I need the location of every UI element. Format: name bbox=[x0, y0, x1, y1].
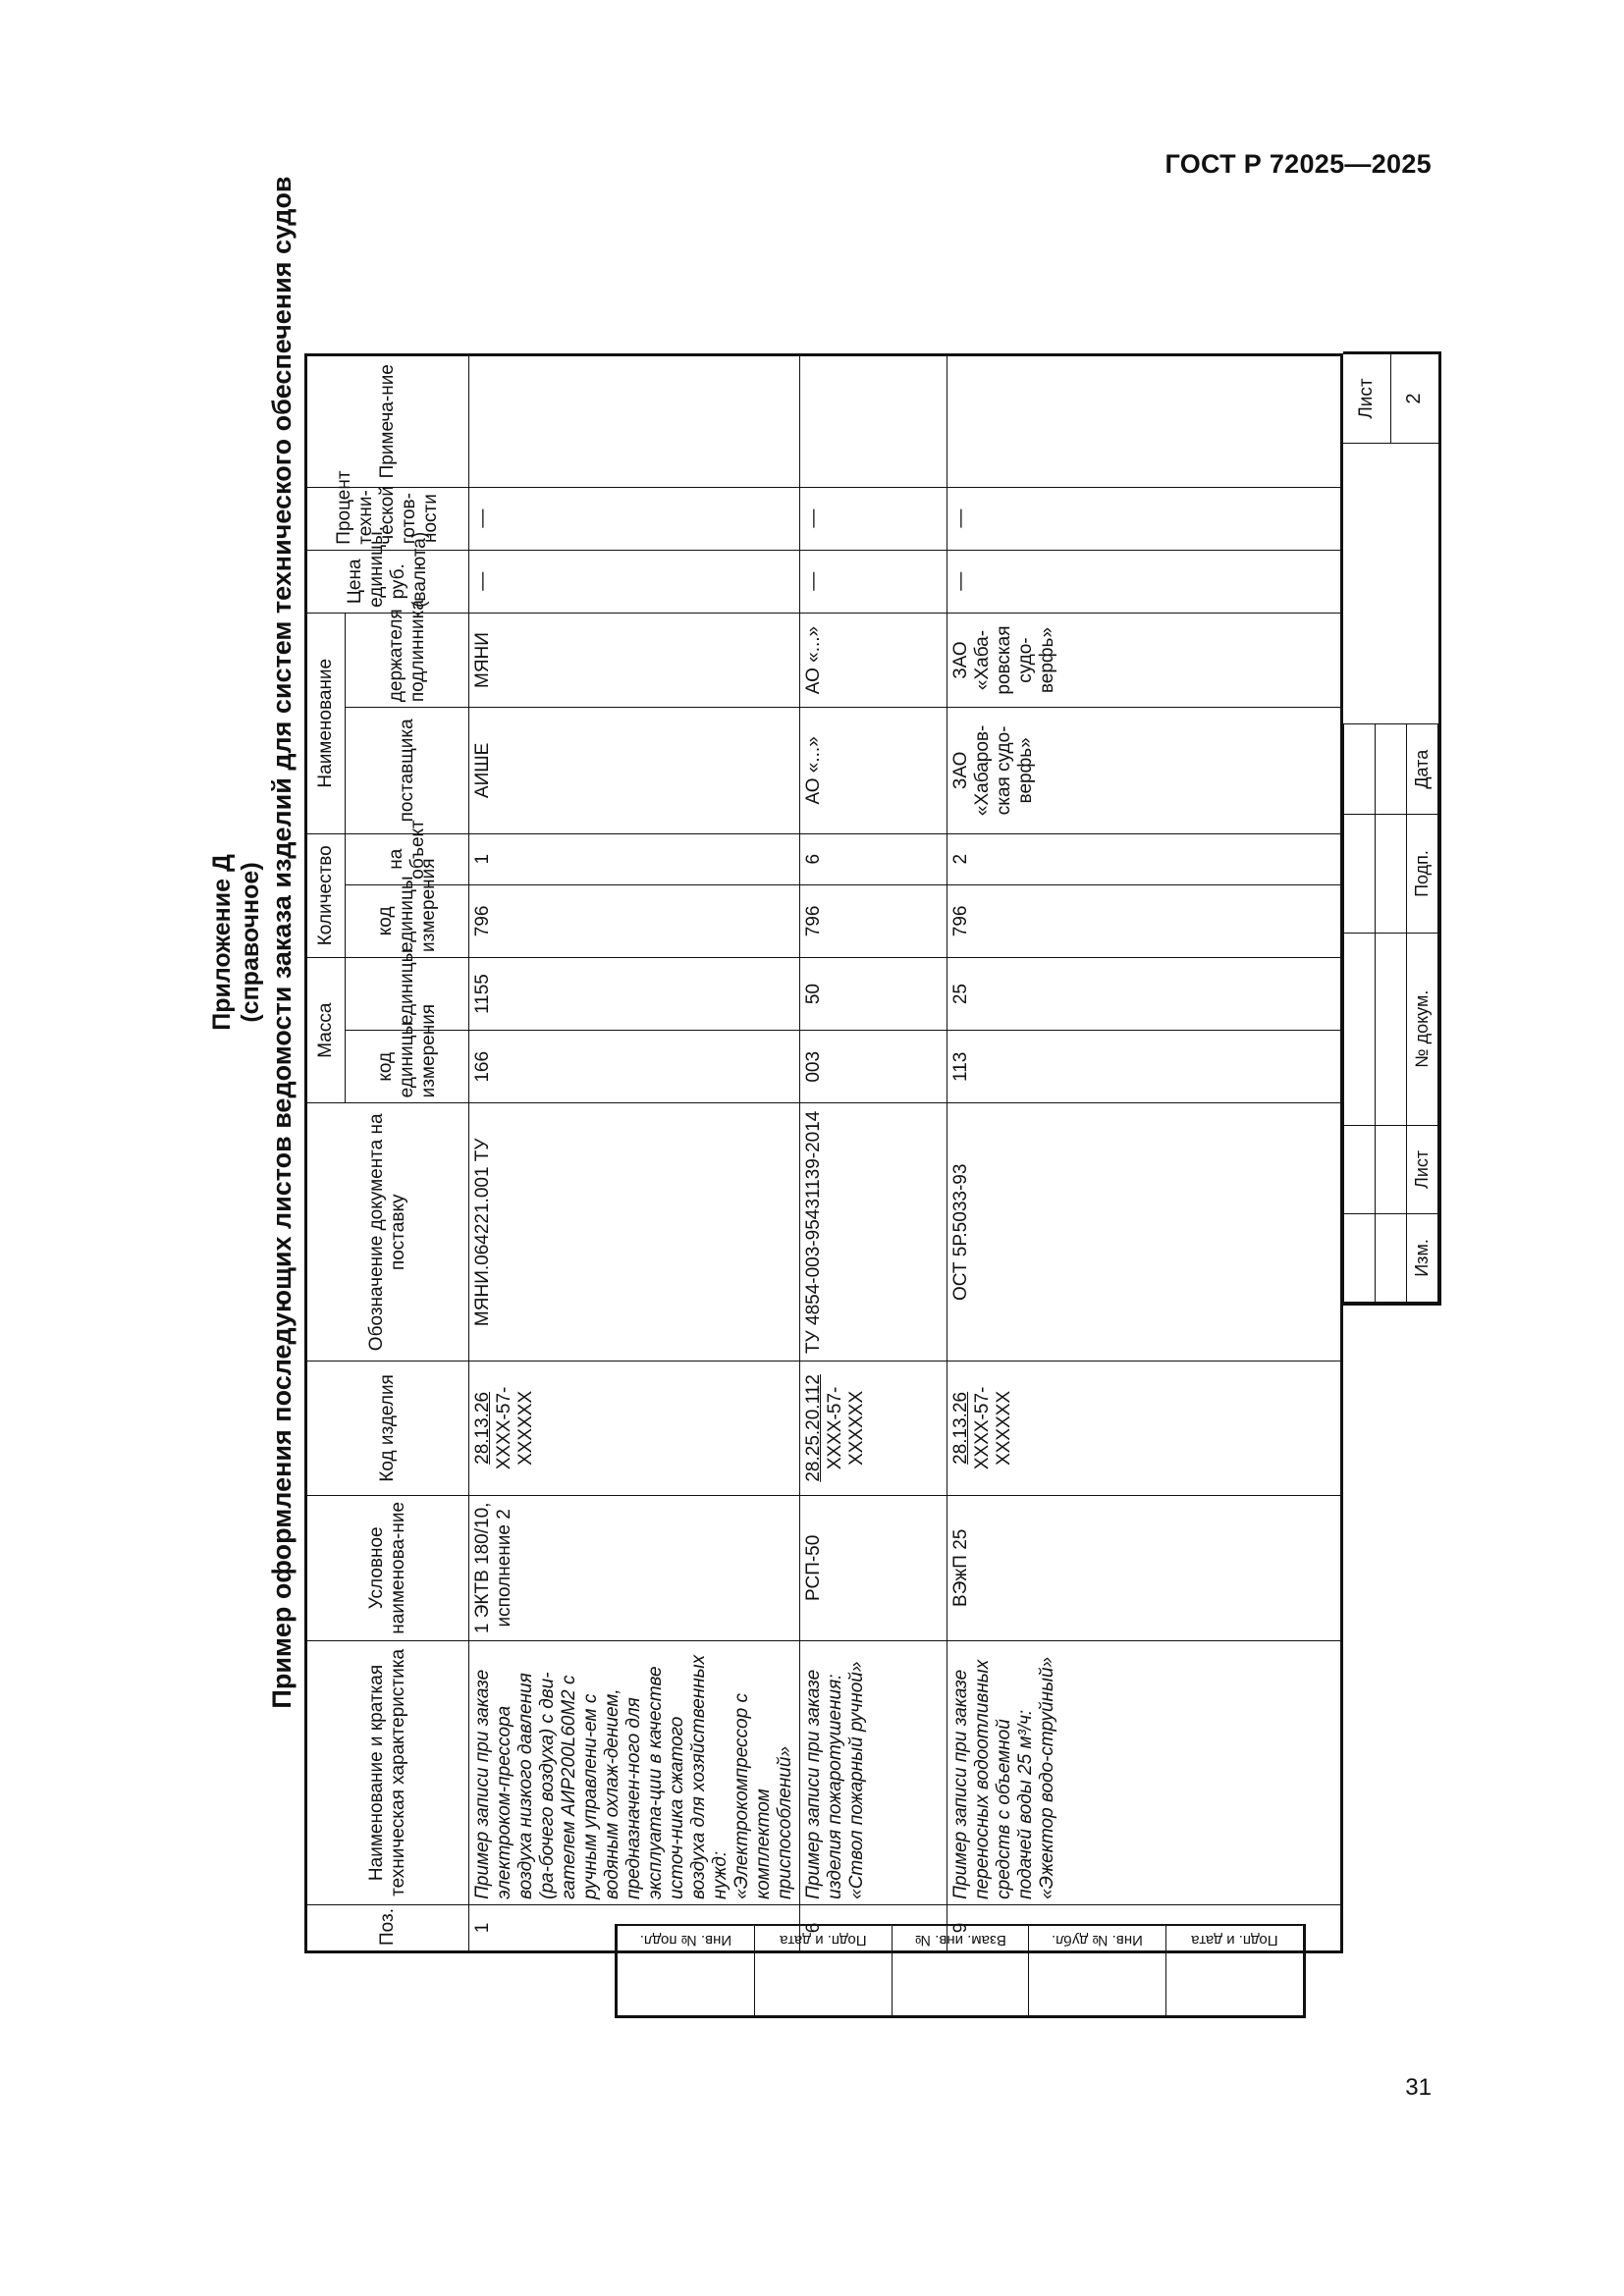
cell-code-top: 28.25.20.112 bbox=[803, 1374, 824, 1482]
header-supplier: поставщика bbox=[346, 708, 469, 833]
strip-cell bbox=[618, 1925, 755, 2015]
appendix-title: Приложение Д bbox=[208, 854, 236, 1031]
cell-price: — bbox=[800, 550, 947, 613]
header-code: Код изделия bbox=[306, 1362, 469, 1495]
cell-code-top: 28.13.26 bbox=[950, 1391, 971, 1465]
rotated-content bbox=[206, 0, 1624, 1953]
cell-note bbox=[947, 355, 1342, 488]
cell-code-bottom: ХХХХ-57-ХХХХХХ bbox=[494, 1386, 536, 1470]
cell-qty-code: 796 bbox=[947, 884, 1342, 957]
header-qty-unit-code: код единицы измерения bbox=[346, 884, 469, 957]
strip-label-inv-dubl: Инв. № дубл. bbox=[1029, 1925, 1165, 1953]
cell-doc: ТУ 4854-003-95431139-2014 bbox=[800, 1103, 947, 1362]
strip-label-podp-data-2: Подп. и дата bbox=[1166, 1925, 1303, 1953]
cell-name-plain: «Электрокомпрессор с комплектом приспособлений» bbox=[731, 1693, 795, 1899]
cell-supplier: ЗАО «Хабаров-ская судо-верфь» bbox=[947, 708, 1342, 833]
strip-cell bbox=[1029, 1925, 1166, 2015]
cell-doc: ОСТ 5Р.5033-93 bbox=[947, 1103, 1342, 1362]
cell-price: — bbox=[947, 550, 1342, 613]
header-naming: Наименование bbox=[306, 613, 346, 833]
cell-qty-object: 1 bbox=[469, 833, 800, 884]
stamp-sheet-value: 2 bbox=[1403, 393, 1425, 404]
header-qty: Количество bbox=[306, 833, 346, 957]
cell-name-bold: Пример записи при заказе электроком-прессора воздуха низкого давления (ра-бочего воздуха) с дви-гателем АИР200L60М2 с ручным управлени-ем с водяным охлаж-дением, предназначен-ного для эксплуата-ции в качестве источ-ника сжатого воздуха для хозяйственных нужд: bbox=[472, 1654, 731, 1899]
cell-percent: — bbox=[947, 487, 1342, 550]
cell-qty-code: 796 bbox=[469, 884, 800, 957]
strip-label-podp-data: Подп. и дата bbox=[755, 1925, 892, 1953]
cell-code bbox=[800, 1362, 947, 1495]
cell-percent: — bbox=[469, 487, 800, 550]
stamp-list: Лист bbox=[1407, 1125, 1438, 1213]
strip-label-inv-podl: Инв. № подл. bbox=[618, 1925, 754, 1953]
cell-qty-code: 796 bbox=[800, 884, 947, 957]
table-row bbox=[947, 355, 1342, 1952]
cell-price: — bbox=[469, 550, 800, 613]
cell-code bbox=[469, 1362, 800, 1495]
header-qty-object: на объект bbox=[346, 833, 469, 884]
cell-percent: — bbox=[800, 487, 947, 550]
strip-cell bbox=[755, 1925, 893, 2015]
form-area bbox=[206, 344, 1624, 1953]
cell-pos: 9 bbox=[947, 1904, 1342, 1951]
cell-note bbox=[800, 355, 947, 488]
strip-label-vzam-inv: Взам. инв. № bbox=[893, 1925, 1029, 1953]
stamp-sheet-box bbox=[1343, 354, 1438, 444]
header-name: Наименование и краткая техническая характеристика bbox=[306, 1641, 469, 1905]
cell-mass-unit: 25 bbox=[947, 957, 1342, 1030]
cell-code-bottom: ХХХХ-57-ХХХХХХ bbox=[972, 1386, 1014, 1470]
document-code: ГОСТ Р 72025—2025 bbox=[1164, 149, 1432, 179]
cell-pos: 1 bbox=[469, 1904, 800, 1951]
stamp-izm: Изм. bbox=[1407, 1213, 1438, 1302]
cell-mass-code: 003 bbox=[800, 1031, 947, 1103]
header-mass: Масса bbox=[306, 957, 346, 1102]
stamp-revision-table bbox=[1343, 723, 1438, 1303]
header-mass-unit-code: код единицы измерения bbox=[346, 1031, 469, 1103]
cell-holder: МЯНИ bbox=[469, 613, 800, 707]
cell-mass-unit: 1155 bbox=[469, 957, 800, 1030]
side-signature-strip bbox=[615, 1924, 1306, 2018]
cell-code-top: 28.13.26 bbox=[472, 1391, 493, 1465]
cell-mass-unit: 50 bbox=[800, 957, 947, 1030]
cell-name bbox=[947, 1641, 1342, 1905]
stamp-date: Дата bbox=[1407, 724, 1438, 815]
cell-holder: АО «...» bbox=[800, 613, 947, 707]
cell-pos: 6 bbox=[800, 1904, 947, 1951]
cell-cond-name: РСП-50 bbox=[800, 1495, 947, 1640]
cell-name bbox=[469, 1641, 800, 1905]
page-number: 31 bbox=[1405, 2074, 1432, 2101]
cell-cond-name: ВЭжП 25 bbox=[947, 1495, 1342, 1640]
cell-doc: МЯНИ.064221.001 ТУ bbox=[469, 1103, 800, 1362]
cell-cond-name: 1 ЭКТВ 180/10, исполнение 2 bbox=[469, 1495, 800, 1640]
cell-name-bold: Пример записи при заказе изделия пожаротушения: bbox=[803, 1669, 845, 1899]
appendix-subtitle: (справочное) bbox=[237, 862, 264, 1023]
cell-note bbox=[469, 355, 800, 488]
header-percent: Процент техни-ческой готов-ности bbox=[306, 487, 469, 550]
cell-holder: ЗАО «Хаба-ровская судо-верфь» bbox=[947, 613, 1342, 707]
stamp-sign: Подп. bbox=[1407, 815, 1438, 933]
cell-mass-code: 113 bbox=[947, 1031, 1342, 1103]
cell-supplier: АИШЕ bbox=[469, 708, 800, 833]
cell-code bbox=[947, 1362, 1342, 1495]
header-note: Примеча-ние bbox=[306, 355, 469, 488]
cell-name-plain: «Ствол пожарный ручной» bbox=[846, 1661, 867, 1899]
cell-qty-object: 2 bbox=[947, 833, 1342, 884]
table-row bbox=[469, 355, 800, 1952]
stamp-sheet-label: Лист bbox=[1343, 354, 1391, 443]
header-cond-name: Условное наименова-ние bbox=[306, 1495, 469, 1640]
header-doc: Обозначение документа на поставку bbox=[306, 1103, 469, 1362]
document-title: Пример оформления последующих листов ведомости заказа изделий для систем технического обеспечения судов bbox=[267, 176, 297, 1709]
strip-cell bbox=[1166, 1925, 1303, 2015]
cell-code-bottom: ХХХХ-57-ХХХХХХ bbox=[825, 1386, 867, 1470]
cell-name-plain: «Эжектор водо-струйный» bbox=[1037, 1656, 1057, 1899]
strip-cell bbox=[893, 1925, 1030, 2015]
cell-name bbox=[800, 1641, 947, 1905]
order-table bbox=[304, 353, 1343, 1953]
header-price: Цена единицы, руб. (валюта) bbox=[306, 550, 469, 613]
cell-name-bold: Пример записи при заказе переносных водоотливных средств с объемной подачей воды 25 м³/ч: bbox=[950, 1659, 1036, 1899]
header-mass-unit: единицы bbox=[346, 957, 469, 1030]
header-holder: держателя подлинника bbox=[346, 613, 469, 707]
cell-qty-object: 6 bbox=[800, 833, 947, 884]
cell-mass-code: 166 bbox=[469, 1031, 800, 1103]
header-pos: Поз. bbox=[306, 1904, 469, 1951]
cell-supplier: АО «...» bbox=[800, 708, 947, 833]
table-row bbox=[800, 355, 947, 1952]
stamp-doc-no: № докум. bbox=[1407, 933, 1438, 1125]
stamp-block bbox=[1343, 351, 1441, 1306]
